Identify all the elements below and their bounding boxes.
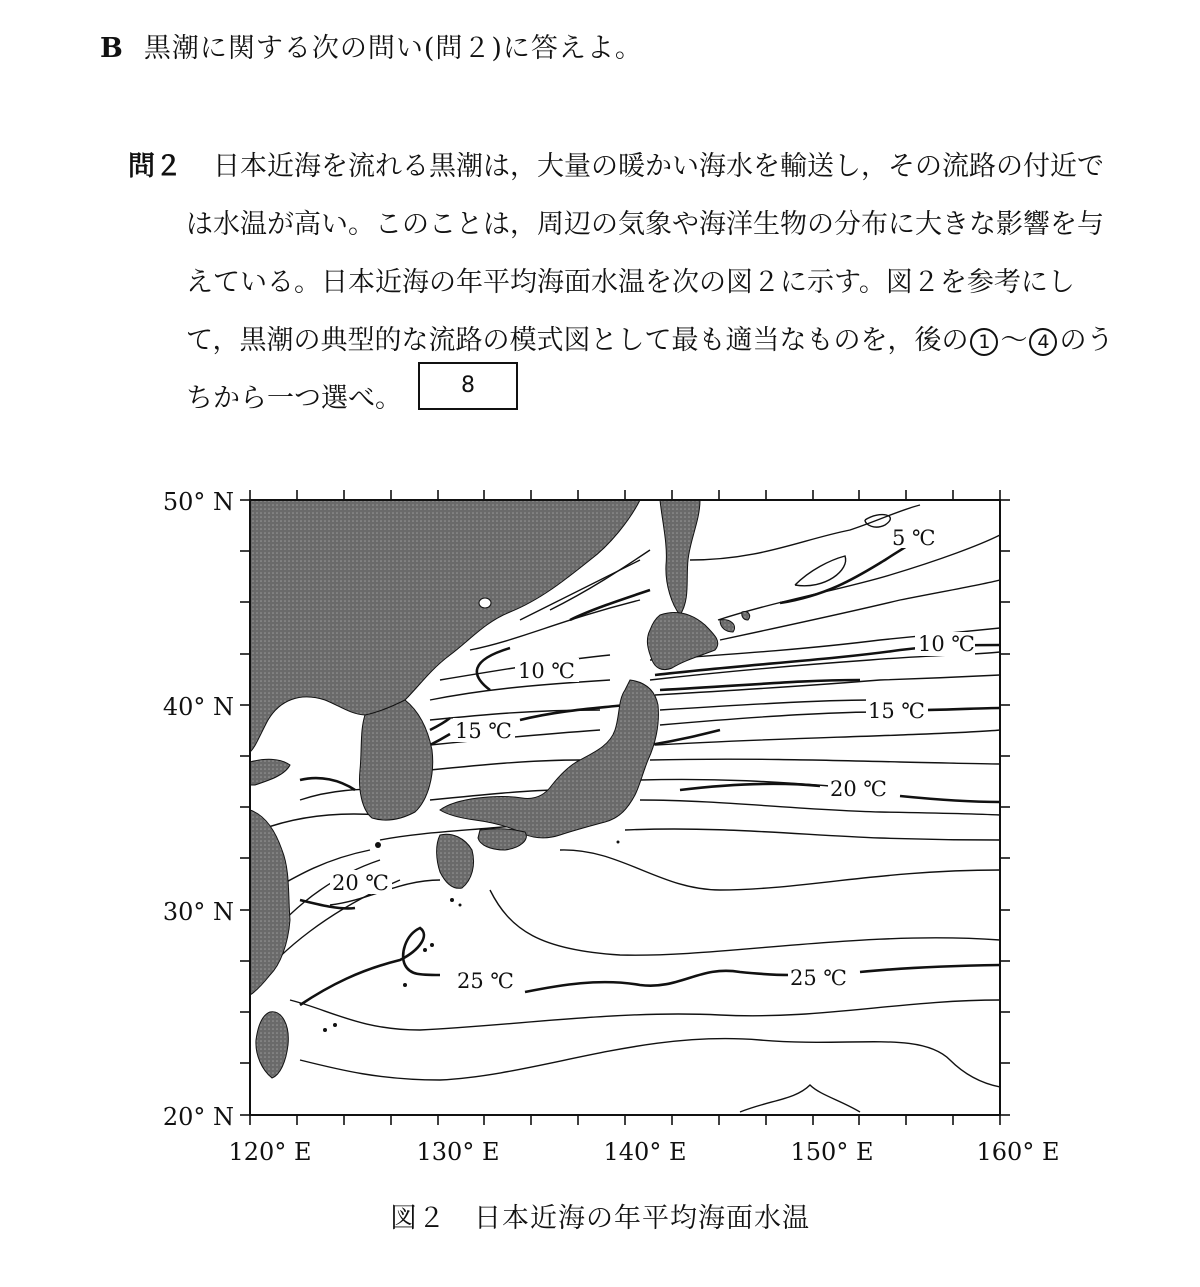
x-tick-label: 120° E <box>228 1138 312 1166</box>
x-tick-label: 150° E <box>790 1138 874 1166</box>
question-line-5: ちから一つ選べ。 <box>186 383 402 414</box>
isotherm-label: 15 ℃ <box>455 719 512 743</box>
isotherm-label: 10 ℃ <box>518 659 575 683</box>
choice-separator: ～ <box>1000 325 1028 356</box>
question-line-1: 日本近海を流れる黒潮は，大量の暖かい海水を輸送し，その流路の付近で <box>213 151 1104 182</box>
section-text: 黒潮に関する次の問い(問２)に答えよ。 <box>143 33 643 64</box>
isotherm-label: 5 ℃ <box>892 526 936 550</box>
isotherm-label: 25 ℃ <box>457 969 514 993</box>
isotherm-label: 20 ℃ <box>332 871 389 895</box>
figure-caption: 図２ 日本近海の年平均海面水温 <box>390 1203 810 1234</box>
answer-box[interactable]: 8 <box>418 362 518 410</box>
y-tick-label: 20° N <box>162 1103 234 1131</box>
choice-last-badge: 4 <box>1029 328 1057 356</box>
x-tick-label: 130° E <box>416 1138 500 1166</box>
choice-first-badge: 1 <box>970 328 998 356</box>
isotherm-label: 15 ℃ <box>868 699 925 723</box>
question-line-3: えている。日本近海の年平均海面水温を次の図２に示す。図２を参考にし <box>186 267 1075 298</box>
x-tick-label: 160° E <box>976 1138 1060 1166</box>
y-tick-label: 40° N <box>162 693 234 721</box>
lake-khanka <box>479 598 491 608</box>
isotherm-label: 10 ℃ <box>918 632 975 656</box>
map-area <box>250 500 1000 1112</box>
y-tick-label: 50° N <box>162 488 234 516</box>
question-line-2: は水温が高い。このことは，周辺の気象や海洋生物の分布に大きな影響を与 <box>186 209 1104 240</box>
question-number: 問２ <box>128 151 182 182</box>
question-line-4-text: て，黒潮の典型的な流路の模式図として最も適当なものを，後の <box>186 325 969 356</box>
question-line-4-tail: のう <box>1059 325 1114 356</box>
isotherm-label: 25 ℃ <box>790 966 847 990</box>
section-label: B <box>100 33 124 64</box>
isotherm-label: 20 ℃ <box>830 777 887 801</box>
x-tick-label: 140° E <box>603 1138 687 1166</box>
y-tick-label: 30° N <box>162 898 234 926</box>
